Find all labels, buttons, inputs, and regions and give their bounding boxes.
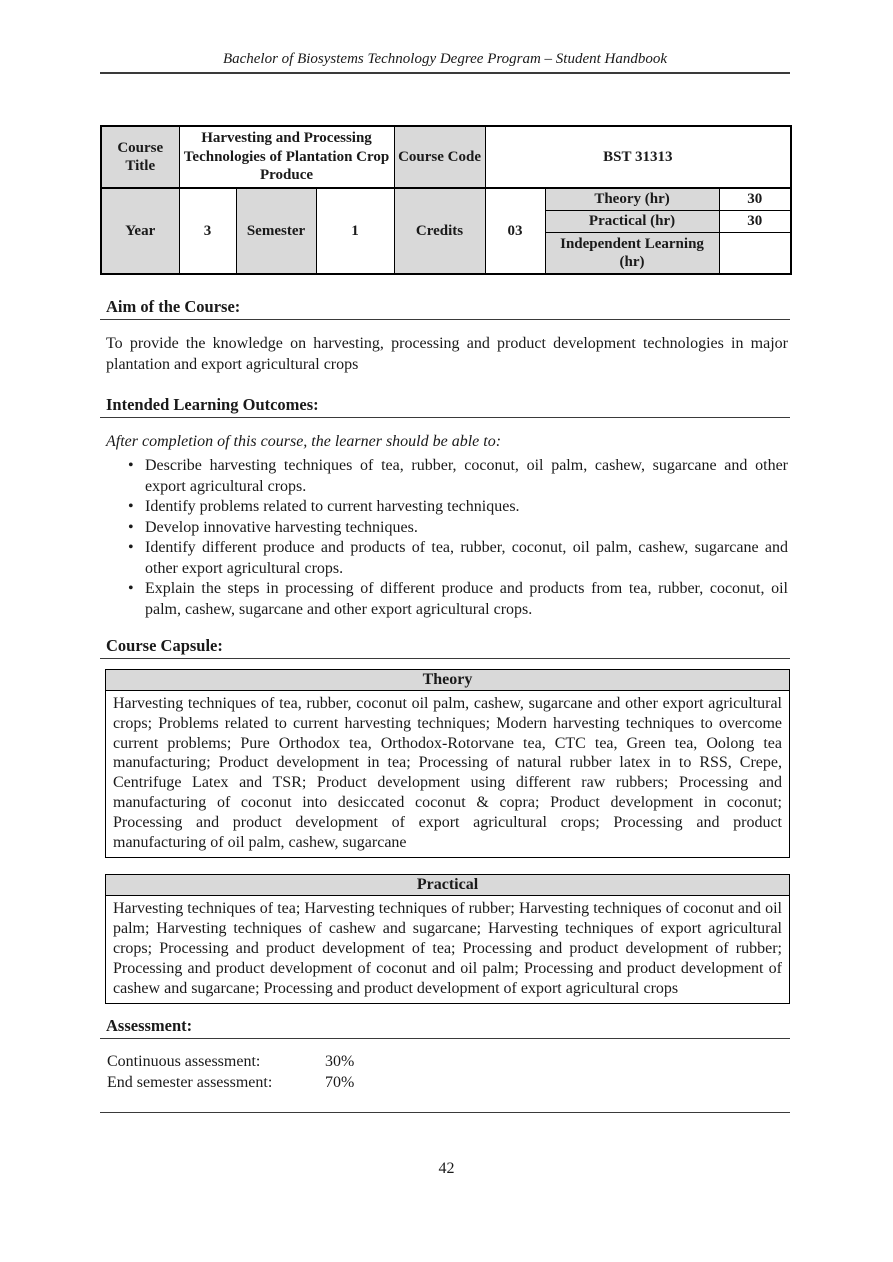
list-item: • Describe harvesting techniques of tea, rubber, coconut, oil palm, cashew, sugarcane and other export agricultural crops. xyxy=(128,456,788,497)
assessment-row-continuous xyxy=(107,1051,790,1072)
assessment-row-end-semester xyxy=(107,1072,790,1093)
footer-rule xyxy=(100,1112,790,1113)
table-row xyxy=(106,670,790,691)
aim-text: To provide the knowledge on harvesting, processing and product development technologies in major plantation and export agricultural crops xyxy=(106,335,788,373)
table-row xyxy=(106,875,790,896)
assessment-rows xyxy=(100,1051,790,1093)
ilo-list xyxy=(100,456,790,620)
practical-hours-value: 30 xyxy=(719,211,791,233)
practical-capsule-title: Practical xyxy=(106,875,790,896)
credits-label: Credits xyxy=(394,188,485,274)
table-row xyxy=(101,188,791,211)
theory-capsule-text: Harvesting techniques of tea, rubber, coconut oil palm, cashew, sugarcane and other export agricultural crops; Problems related to current harvesting techniques; Modern harvesting techniques to overcome current problems; Pure Orthodox tea, Orthodox-Rotorvane tea, CTC tea, Green tea, Oolong tea manufacturing; Product development in tea; Processing of natural rubber latex in to RSS, Crepe, Centrifuge Latex and TSR; Product development using different raw rubbers; Processing and manufacturing of coconut into desiccated coconut & copra; Product development in coconut; Processing and product development of export agricultural crops; Processing and product manufacturing of oil palm, cashew, sugarcane xyxy=(106,691,790,858)
year-label: Year xyxy=(101,188,179,274)
course-code-value: BST 31313 xyxy=(485,126,791,188)
course-title-value: Harvesting and Processing Technologies of Plantation Crop Produce xyxy=(179,126,394,188)
credits-value: 03 xyxy=(485,188,545,274)
continuous-assessment-label: Continuous assessment: xyxy=(107,1053,261,1071)
practical-capsule-table xyxy=(105,874,790,1004)
running-header xyxy=(100,0,790,74)
theory-capsule-table xyxy=(105,669,790,858)
course-code-label: Course Code xyxy=(394,126,485,188)
list-item: • Identify different produce and products of tea, rubber, coconut, oil palm, cashew, sugarcane and other export agricultural crops. xyxy=(128,538,788,579)
ilo-intro: After completion of this course, the learner should be able to: xyxy=(106,433,502,450)
aim-heading: Aim of the Course: xyxy=(100,297,790,320)
list-item: • Develop innovative harvesting techniques. xyxy=(128,518,788,539)
continuous-assessment-value: 30% xyxy=(325,1053,355,1071)
list-item: • Explain the steps in processing of different produce and products from tea, rubber, coconut, oil palm, cashew, sugarcane and other export agricultural crops. xyxy=(128,579,788,620)
year-value: 3 xyxy=(179,188,236,274)
end-semester-assessment-label: End semester assessment: xyxy=(107,1074,273,1092)
table-row xyxy=(106,691,790,858)
page-number: 42 xyxy=(438,1160,455,1177)
theory-hours-label: Theory (hr) xyxy=(545,188,719,211)
semester-value: 1 xyxy=(316,188,394,274)
table-row xyxy=(106,896,790,1004)
assessment-heading: Assessment: xyxy=(100,1016,790,1039)
ilo-heading: Intended Learning Outcomes: xyxy=(100,395,790,418)
semester-label: Semester xyxy=(236,188,316,274)
practical-hours-label: Practical (hr) xyxy=(545,211,719,233)
independent-learning-hours-label: Independent Learning (hr) xyxy=(545,233,719,275)
page-content xyxy=(100,0,790,1093)
theory-capsule-title: Theory xyxy=(106,670,790,691)
practical-capsule-text: Harvesting techniques of tea; Harvesting techniques of rubber; Harvesting techniques of coconut and oil palm; Harvesting techniques of cashew and sugarcane; Harvesting techniques of export agricultural crops; Processing and product development of tea; Processing and product development of rubber; Processing and product development of coconut and oil palm; Processing and product development of cashew and sugarcane; Processing and product development of export agricultural crops xyxy=(106,896,790,1004)
course-title-label: Course Title xyxy=(101,126,179,188)
handbook-title: Bachelor of Biosystems Technology Degree Program – Student Handbook xyxy=(222,51,668,67)
list-item: • Identify problems related to current harvesting techniques. xyxy=(128,497,788,518)
table-row xyxy=(101,126,791,188)
course-info-table xyxy=(100,125,792,275)
independent-learning-hours-value xyxy=(719,233,791,275)
theory-hours-value: 30 xyxy=(719,188,791,211)
course-capsule-heading: Course Capsule: xyxy=(100,636,790,659)
end-semester-assessment-value: 70% xyxy=(325,1074,355,1092)
